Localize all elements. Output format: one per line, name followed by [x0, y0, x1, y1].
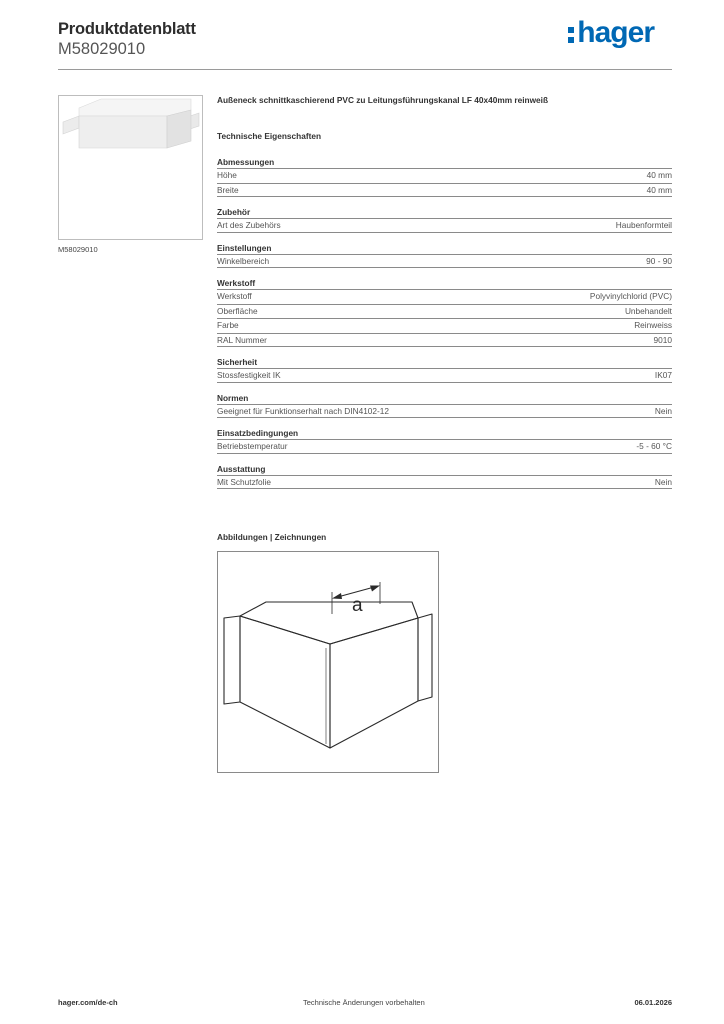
logo-dots-icon [568, 27, 574, 43]
dimension-label: a [352, 595, 363, 616]
property-row [217, 254, 672, 269]
property-value: -5 - 60 °C [636, 441, 672, 451]
property-label: Art des Zubehörs [217, 220, 281, 230]
group-title: Sicherheit [217, 357, 258, 367]
property-value: Unbehandelt [624, 305, 672, 316]
product-details [217, 95, 672, 498]
property-value: Reinweiss [634, 320, 672, 330]
property-label: RAL Nummer [217, 334, 267, 345]
property-value: Nein [654, 405, 672, 416]
property-value: Haubenformteil [615, 220, 672, 230]
property-label: Mit Schutzfolie [217, 476, 271, 487]
product-image-caption: M58029010 [58, 245, 98, 254]
property-group-sicherheit [217, 356, 672, 383]
property-row [217, 404, 672, 419]
property-value: 40 mm [646, 170, 672, 180]
page-header [58, 16, 672, 68]
property-value: 9010 [653, 334, 672, 345]
property-group-werkstoff [217, 277, 672, 347]
property-group-abmessungen [217, 156, 672, 197]
corner-piece-photo-icon [59, 96, 202, 239]
property-row [217, 333, 672, 348]
property-row [217, 218, 672, 233]
property-groups [217, 156, 672, 489]
property-group-ausstattung [217, 463, 672, 490]
footer-disclaimer: Technische Änderungen vorbehalten [303, 998, 425, 1007]
property-row [217, 439, 672, 454]
group-title: Ausstattung [217, 463, 266, 474]
group-title: Einstellungen [217, 242, 272, 253]
document-title: Produktdatenblatt [58, 20, 196, 38]
technical-drawing [217, 551, 439, 773]
logo-text: hager [577, 16, 654, 49]
property-label: Höhe [217, 170, 237, 180]
footer-website-link[interactable]: hager.com/de-ch [58, 998, 118, 1007]
property-row [217, 368, 672, 383]
property-label: Geeignet für Funktionserhalt nach DIN4102-12 [217, 405, 390, 416]
header-divider [58, 69, 672, 70]
property-label: Breite [217, 184, 239, 195]
property-row [217, 289, 672, 304]
property-row [217, 168, 672, 183]
property-value: 40 mm [646, 184, 672, 195]
property-label: Winkelbereich [217, 255, 270, 266]
property-label: Oberfläche [217, 305, 258, 316]
property-group-zubehoer [217, 206, 672, 233]
property-value: IK07 [654, 370, 672, 380]
group-title: Einsatzbedingungen [217, 428, 299, 438]
product-description: Außeneck schnittkaschierend PVC zu Leitungsführungskanal LF 40x40mm reinweiß [217, 95, 549, 105]
property-label: Stossfestigkeit IK [217, 370, 281, 380]
drawings-heading: Abbildungen | Zeichnungen [217, 532, 327, 542]
corner-line-drawing-icon [218, 552, 438, 772]
product-photo [58, 95, 203, 240]
property-group-einsatzbedingungen [217, 427, 672, 454]
property-label: Werkstoff [217, 291, 252, 301]
hager-logo [568, 16, 654, 50]
property-value: Polyvinylchlorid (PVC) [589, 291, 672, 301]
group-title: Werkstoff [217, 278, 256, 288]
property-value: Nein [654, 476, 672, 487]
property-label: Farbe [217, 320, 239, 330]
group-title: Abmessungen [217, 157, 275, 167]
footer-date: 06.01.2026 [634, 998, 672, 1007]
property-row [217, 475, 672, 490]
tech-properties-heading: Technische Eigenschaften [217, 131, 322, 141]
property-row [217, 183, 672, 198]
group-title: Normen [217, 392, 249, 403]
property-row [217, 318, 672, 333]
group-title: Zubehör [217, 207, 251, 217]
property-value: 90 - 90 [646, 255, 672, 266]
document-number: M58029010 [58, 40, 146, 58]
property-group-einstellungen [217, 242, 672, 269]
property-row [217, 304, 672, 319]
property-group-normen [217, 392, 672, 419]
property-label: Betriebstemperatur [217, 441, 288, 451]
